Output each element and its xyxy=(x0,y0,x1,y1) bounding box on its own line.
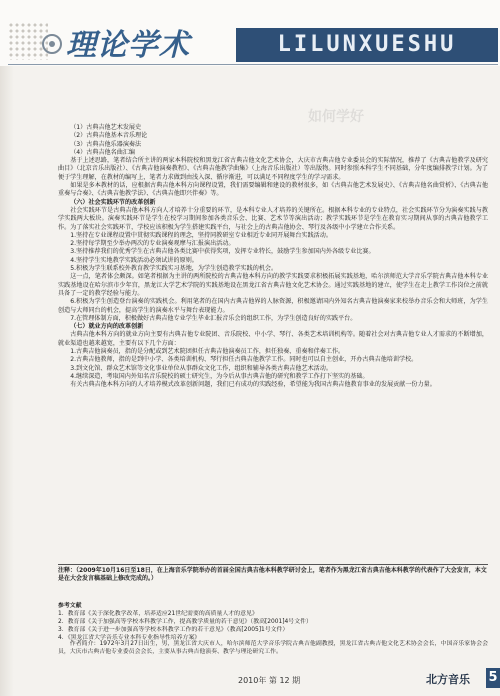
paragraph: 古典吉他本科方向的就业方向主要有古典吉他专业院团、音乐院校、中小学、琴行、各类艺术培训机构等。随着社会对古典吉他专业人才需求的不断增加，就业渠道也越来越宽，主要有以下几个方面： xyxy=(58,331,488,347)
article-body xyxy=(58,124,488,390)
list-item: （2）古典吉他基本音乐理论 xyxy=(70,132,148,140)
note-divider xyxy=(58,564,488,565)
paragraph: 这一点，笔者体会颇深。如笔者根据为主讲的两所院校的古典吉他本科方向的教学实践要求积极拓展实践基地，哈尔滨师范大学音乐学院古典吉他本科专业实践基地设在哈尔滨市少年宫，黑龙江大学艺术学院的实践基地设在黑龙江省古典吉他文化艺术协会。通过实践基地的建立，使学生在走上教学工作岗位之前就具备了一定的教学经验与能力。 xyxy=(58,273,488,297)
section-title-pinyin: LILUNXUESHU xyxy=(277,32,457,57)
paragraph: 1.古典吉他演奏员，指的是分配或到艺术院团担任古典吉他演奏员工作，担任独奏、重奏和伴奏工作。 xyxy=(70,348,345,356)
paragraph: 基于上述思路，笔者结合所主讲的两家本科院校和黑龙江省古典吉他文化艺术协会，大庆市古典吉他专业委员会的实际情况，推荐了《古典吉他教学及研究曲目》（北京音乐出版社）、《古典吉他演奏教程》、《古典吉他教学曲集》（上海音乐出版社）等出版物。同时参照本科学生不同基础，分年度编排教学计划。为了便于学生理解，在教材的编写上，笔者力求做到由浅入深、循序渐进，可以满足不同程度学生的学习需求。 xyxy=(58,157,488,181)
reference-item: 4．《黑龙江省大学音乐专业本科专业指导性培养方案》 xyxy=(58,634,201,641)
paragraph: 3.到文化馆、群众艺术馆等文化事业单位从事群众文化工作，组织和辅导各类古典吉他艺术活动。 xyxy=(70,364,332,372)
paragraph: 1.坚持在专业课程设置中贯彻实践课程的理念，坚持同教研室专业相近专业同开展舞台实践活动。 xyxy=(70,231,332,239)
page-number: 5 xyxy=(486,668,500,688)
circle-logo-icon xyxy=(42,34,62,54)
paragraph: 社会实践环节是古典吉他本科方向人才培养十分重要的环节，是本科专业人才培养的关键所在。根据本科专业的专业特点，社会实践环节分为演奏实践与教学实践两大板块。演奏实践环节是学生在校学习期间参加各类音乐会、比赛、艺术节等演出活动；教学实践环节是学生在教育实习期间从事的古典吉他教学工作。为了落实社会实践环节，学校应该积极为学生搭建实践平台，与社会上的古典吉他协会、琴行及各级中小学建立合作关系。 xyxy=(58,206,488,231)
paragraph: 2.坚持每学期至少举办两次的专业演奏观摩与汇报演出活动。 xyxy=(70,240,235,248)
page-fold-shadow xyxy=(0,66,14,696)
paragraph: 7.在管理体制方面，积极做好古典吉他专业学生毕业汇报音乐会的组织工作，为学生创造良好的实践平台。 xyxy=(70,314,357,322)
reference-item: 2．教育部《关于加强高等学校本科教学工作，提高教学质量的若干意见》（教高[2001]4号文件） xyxy=(58,618,312,625)
list-item: （4）古典吉他名曲汇编 xyxy=(70,148,136,156)
section-heading: （六）社会实践环节的改革创新 xyxy=(70,198,156,206)
paragraph: 4.继续深造，考取国内外知名音乐院校的硕士研究生，为今后从事古典吉他的研究和教学工作打下坚实的基础。 xyxy=(70,372,369,380)
paragraph: 4.坚持学生实地教学实践活动必须试讲的原则。 xyxy=(70,256,198,264)
header-divider xyxy=(8,64,498,65)
page-header xyxy=(0,0,500,66)
reference-item: 3．教育部《关于进一步加强高等学校本科教学工作的若干意见》（教高[2005]1号文件） xyxy=(58,626,289,633)
show-through-watermark: 如何学好 xyxy=(308,109,364,125)
section-title: 理论学术 xyxy=(66,28,190,63)
issue-date: 2010年 第 12 期 xyxy=(238,676,301,685)
paragraph: 3.坚持推荐我们的优秀学生在古典吉他各类比赛中获得奖项，发挥专业特长，鼓励学生参加国内外各级专业比赛。 xyxy=(70,248,375,256)
paragraph: 5.积极为学生联系校外教育教学实践实习基地，为学生创造教学实践的机会。 xyxy=(70,265,278,273)
author-bio: 作者简介：1972年3月27日出生，男，黑龙江省大庆市人，哈尔滨师范大学音乐学院古典吉他副教授，黑龙江省古典吉他文化艺术协会会长，中国音乐家协会会员，大庆市古典吉他专业委员会会长，主要从事古典吉他演奏、教学与理论研究工作。 xyxy=(58,641,488,655)
list-item: （3）古典吉他乐器演奏法 xyxy=(70,140,142,148)
references xyxy=(58,603,488,643)
reference-item: 1．教育部《关于深化教学改革，培养适应21世纪需要的高质量人才的意见》 xyxy=(58,610,258,617)
paragraph: 如果是多本教材的话，应根据古典吉他本科方向课程设置，我们需要编辑和建设的教材很多，如《古典吉他艺术发展史》、《古典吉他名曲赏析》、《古典吉他重奏与合奏》、《古典吉他教学法》、《古典吉他即兴伴奏》等。 xyxy=(58,182,488,198)
references-heading: 参考文献 xyxy=(58,603,82,609)
paragraph: 有关古典吉他本科方向的人才培养模式改革创新问题，我们已有成功的实践经验，希望能为我国古典吉他教育事业的发展贡献一份力量。 xyxy=(70,381,436,389)
paragraph: 6.积极为学生创造登台演奏的实践机会。利用笔者的在国内古典吉他界的人脉资源，积极邀请国内外知名古典吉他演奏家来校举办音乐会和大师班，为学生创造与大师同台的机会，提高学生的演奏水平与舞台表现能力。 xyxy=(58,298,488,314)
section-title-band xyxy=(236,28,498,62)
footnote: 注释：（2009年10月16日至18日，在上海音乐学院举办的首届全国古典吉他本科教学研讨会上，笔者作为黑龙江省古典吉他本科教学的代表作了大会发言，本文是在大会发言稿基础上修改完成的。） xyxy=(58,567,487,583)
paragraph: 2.古典吉他教师，指的是到中小学、各类培训机构、琴行担任古典吉他教学工作。同时也可以自主创业，开办古典吉他培训学校。 xyxy=(70,356,418,364)
section-heading: （七）就业方向的改革创新 xyxy=(70,323,144,331)
magazine-name: 北方音乐 xyxy=(426,673,470,686)
list-item: （1）古典吉他艺术发展史 xyxy=(70,124,142,131)
course-list xyxy=(58,124,488,157)
